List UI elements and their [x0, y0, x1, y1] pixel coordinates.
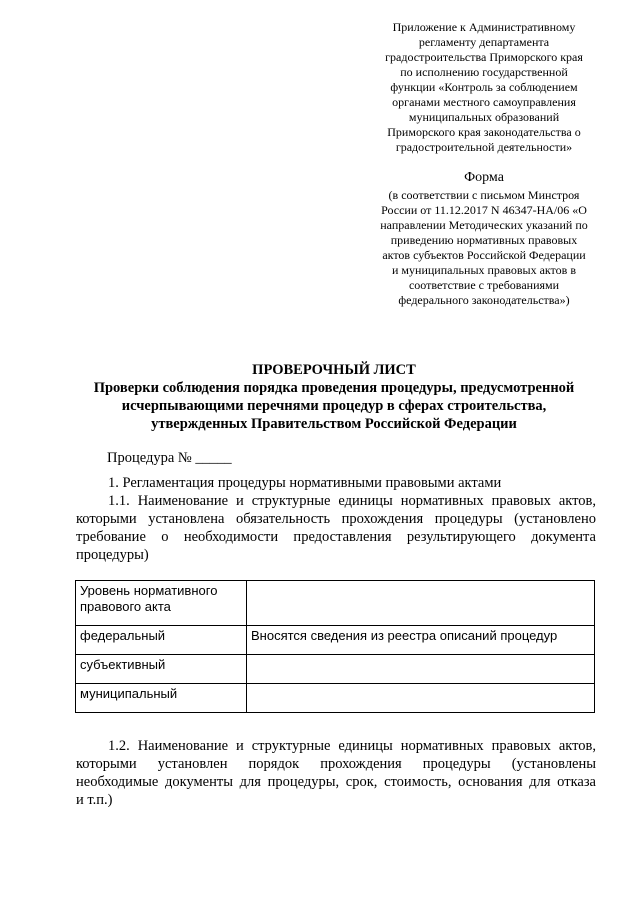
- legal-acts-level-table: [75, 580, 595, 713]
- table-cell: Вносятся сведения из реестра описаний процедур: [247, 626, 595, 655]
- section-1-heading-block: [76, 474, 596, 492]
- appendix-line: функции «Контроль за соблюдением: [390, 80, 578, 94]
- paragraph-line: необходимые документы для процедуры, срок, стоимость, основания для отказа: [76, 774, 596, 790]
- form-note-line: актов субъектов Российской Федерации: [382, 248, 586, 262]
- table-cell: субъективный: [76, 655, 247, 684]
- paragraph-line: процедуры): [76, 547, 149, 563]
- appendix-line: Приморского края законодательства о: [387, 125, 581, 139]
- document-subtitle-line: Проверки соблюдения порядка проведения процедуры, предусмотренной: [93, 380, 575, 396]
- table-cell: муниципальный: [76, 684, 247, 713]
- document-title-block: [70, 361, 598, 433]
- procedure-number: Процедура № _____: [107, 450, 232, 466]
- form-note-line: приведению нормативных правовых: [390, 233, 578, 247]
- form-note: [370, 188, 598, 308]
- table-cell: федеральный: [76, 626, 247, 655]
- form-note-line: (в соответствии с письмом Минстроя: [388, 188, 580, 202]
- table-cell: [247, 684, 595, 713]
- paragraph-1-1: [76, 492, 596, 564]
- appendix-line: муниципальных образований: [408, 110, 560, 124]
- table-row: [76, 655, 595, 684]
- table-row: [76, 684, 595, 713]
- paragraph-line: которыми установлена обязательность прохождения процедуры (установлено: [76, 511, 596, 527]
- document-subtitle-line: исчерпывающими перечнями процедур в сферах строительства,: [121, 398, 547, 414]
- appendix-line: по исполнению государственной: [400, 65, 568, 79]
- form-note-line: федерального законодательства»): [398, 293, 570, 307]
- form-note-line: России от 11.12.2017 N 46347-НА/06 «О: [381, 203, 587, 217]
- table-header-cell: [247, 581, 595, 626]
- appendix-line: градостроительной деятельности»: [395, 140, 573, 154]
- paragraph-line: 1.2. Наименование и структурные единицы нормативных правовых актов,: [108, 738, 596, 754]
- section-1-heading: 1. Регламентация процедуры нормативными правовыми актами: [108, 475, 502, 491]
- paragraph-line: требование о необходимости предоставления результирующего документа: [76, 529, 596, 545]
- document-subtitle-line: утвержденных Правительством Российской Федерации: [151, 416, 517, 432]
- table-row: [76, 626, 595, 655]
- paragraph-line: 1.1. Наименование и структурные единицы нормативных правовых актов,: [108, 493, 596, 509]
- form-note-line: направлении Методических указаний по: [380, 218, 588, 232]
- table-cell: [247, 655, 595, 684]
- form-title: Форма: [464, 170, 504, 185]
- appendix-line: регламенту департамента: [418, 35, 550, 49]
- table-header-row: [76, 581, 595, 626]
- appendix-line: градостроительства Приморского края: [385, 50, 583, 64]
- appendix-block: [370, 20, 598, 155]
- form-note-line: соответствие с требованиями: [408, 278, 560, 292]
- paragraph-line: и т.п.): [76, 792, 113, 808]
- appendix-line: Приложение к Административному: [392, 20, 576, 34]
- appendix-line: органами местного самоуправления: [392, 95, 576, 109]
- paragraph-line: которыми установлен порядок прохождения процедуры (установлены: [76, 756, 596, 772]
- document-title: ПРОВЕРОЧНЫЙ ЛИСТ: [252, 362, 416, 378]
- paragraph-1-2: [76, 737, 596, 809]
- form-note-line: и муниципальных правовых актов в: [392, 263, 576, 277]
- table-header-cell: Уровень нормативного правового акта: [76, 581, 247, 626]
